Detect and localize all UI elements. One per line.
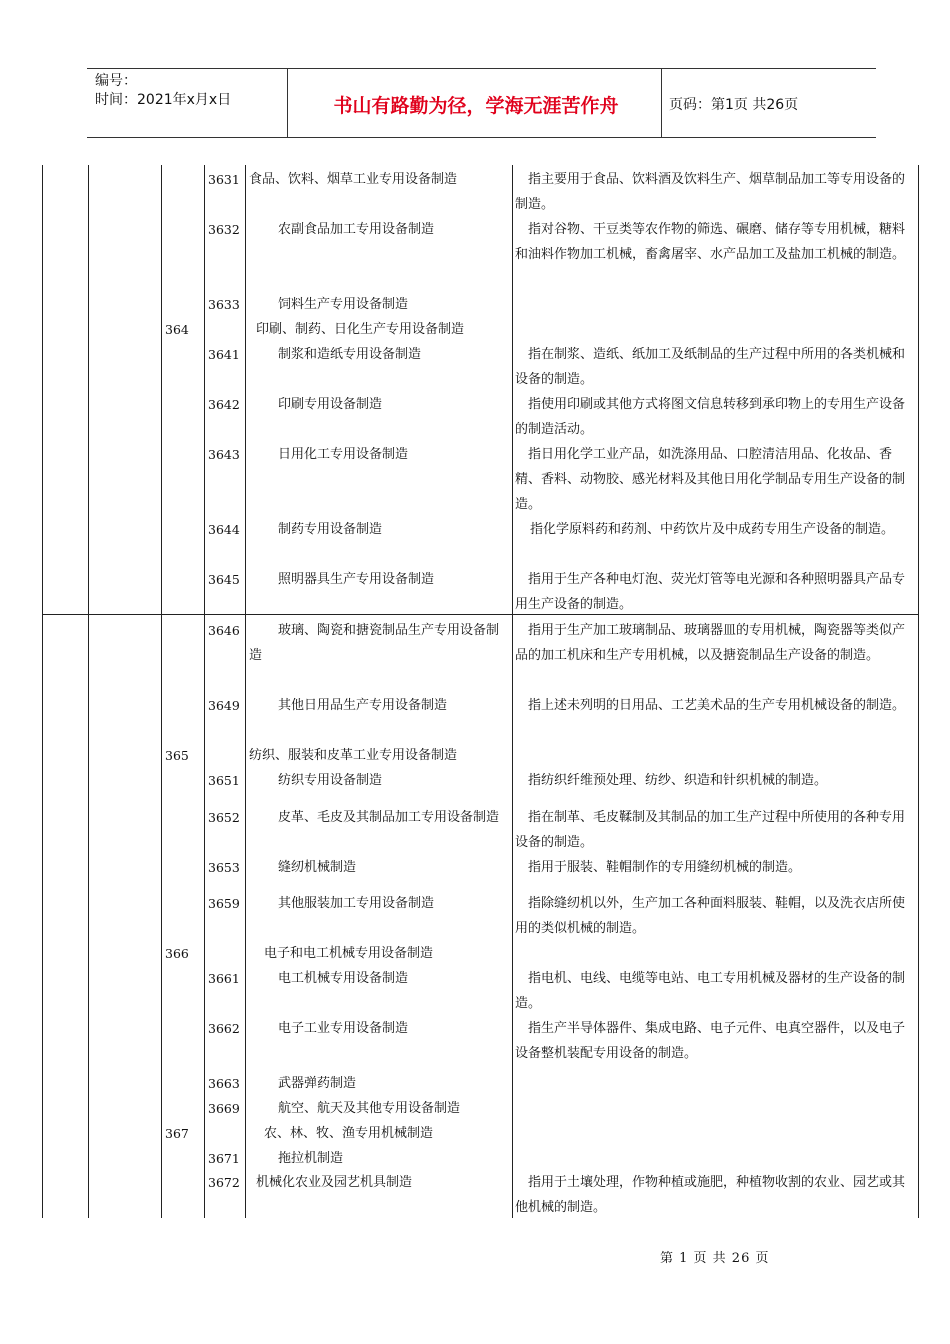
group-name: 纺织、服装和皮革工业专用设备制造 (249, 748, 458, 763)
row-code: 3632 (208, 222, 240, 237)
row-desc: 指用于土壤处理，作物种植或施肥，种植物收割的农业、园艺或其他机械的制造。 (515, 1175, 906, 1215)
row-name: 缝纫机械制造 (278, 860, 357, 875)
row-code: 3646 (208, 623, 240, 638)
row-name: 玻璃、陶瓷和搪瓷制品生产专用设备制造 (249, 623, 500, 663)
row-code: 3641 (208, 347, 240, 362)
row-code: 3645 (208, 572, 240, 587)
group-code: 364 (165, 322, 189, 337)
motto: 书山有路勤为径，学海无涯苦作舟 (333, 95, 619, 117)
grid-line (245, 165, 246, 1218)
header-meta (95, 72, 231, 110)
row-code: 3661 (208, 971, 240, 986)
row-name: 电子工业专用设备制造 (278, 1021, 409, 1036)
page-label: 页码：第1页 共26页 (669, 97, 799, 113)
row-desc: 指用于生产各种电灯泡、荧光灯管等电光源和各种照明器具产品专用生产设备的制造。 (515, 572, 906, 612)
group-code: 365 (165, 748, 189, 763)
row-name: 日用化工专用设备制造 (278, 447, 409, 462)
row-desc: 指用于生产加工玻璃制品、玻璃器皿的专用机械，陶瓷器等类似产品的加工机床和生产专用机械，以及搪瓷制品生产设备的制造。 (515, 623, 906, 663)
row-code: 3644 (208, 522, 240, 537)
row-name: 机械化农业及园艺机具制造 (256, 1175, 413, 1190)
row-name: 其他服装加工专用设备制造 (278, 896, 435, 911)
row-name: 饲料生产专用设备制造 (278, 297, 409, 312)
row-name: 照明器具生产专用设备制造 (278, 572, 435, 587)
row-name: 食品、饮料、烟草工业专用设备制造 (249, 172, 458, 187)
row-desc: 指在制革、毛皮鞣制及其制品的加工生产过程中所使用的各种专用设备的制造。 (515, 810, 906, 850)
row-code: 3659 (208, 896, 240, 911)
row-code: 3651 (208, 773, 240, 788)
row-code: 3662 (208, 1021, 240, 1036)
row-code: 3669 (208, 1101, 240, 1116)
time-label: 时间：2021年x月x日 (95, 92, 232, 108)
row-desc: 指使用印刷或其他方式将图文信息转移到承印物上的专用生产设备的制造活动。 (515, 397, 906, 437)
row-code: 3631 (208, 172, 240, 187)
row-name: 航空、航天及其他专用设备制造 (278, 1101, 461, 1116)
row-code: 3671 (208, 1151, 240, 1166)
row-desc: 指日用化学工业产品，如洗涤用品、口腔清洁用品、化妆品、香精、香料、动物胶、感光材料及其他日用化学制品专用生产设备的制造。 (515, 447, 906, 512)
row-desc: 指纺织纤维预处理、纺纱、织造和针织机械的制造。 (528, 773, 828, 788)
header-divider (661, 69, 662, 137)
row-desc: 指生产半导体器件、集成电路、电子元件、电真空器件，以及电子设备整机装配专用设备的制造。 (515, 1021, 906, 1061)
row-name: 皮革、毛皮及其制品加工专用设备制造 (278, 810, 500, 825)
row-code: 3663 (208, 1076, 240, 1091)
row-name: 制浆和造纸专用设备制造 (278, 347, 422, 362)
row-name: 其他日用品生产专用设备制造 (278, 698, 448, 713)
row-desc: 指电机、电线、电缆等电站、电工专用机械及器材的生产设备的制造。 (515, 971, 906, 1011)
page-header (87, 68, 876, 138)
row-code: 3643 (208, 447, 240, 462)
grid-line (42, 165, 43, 1218)
grid-line (512, 165, 513, 1218)
row-name: 武器弹药制造 (278, 1076, 357, 1091)
row-desc: 指用于服装、鞋帽制作的专用缝纫机械的制造。 (528, 860, 802, 875)
row-code: 3633 (208, 297, 240, 312)
page-footer: 第 1 页 共 26 页 (660, 1251, 770, 1266)
row-name: 纺织专用设备制造 (278, 773, 383, 788)
group-code: 367 (165, 1126, 189, 1141)
row-desc: 指化学原料药和药剂、中药饮片及中成药专用生产设备的制造。 (530, 522, 895, 537)
row-desc: 指主要用于食品、饮料酒及饮料生产、烟草制品加工等专用设备的制造。 (515, 172, 906, 212)
header-divider (287, 69, 288, 137)
row-desc: 指对谷物、干豆类等农作物的筛选、碾磨、储存等专用机械，糖料和油料作物加工机械，畜禽屠宰、水产品加工及盐加工机械的制造。 (515, 222, 906, 262)
grid-line (204, 165, 205, 1218)
number-label: 编号： (95, 73, 137, 89)
grid-line (161, 165, 162, 1218)
row-name: 制药专用设备制造 (278, 522, 383, 537)
row-code: 3653 (208, 860, 240, 875)
row-code: 3672 (208, 1175, 240, 1190)
row-desc: 指上述未列明的日用品、工艺美术品的生产专用机械设备的制造。 (528, 698, 906, 713)
row-desc: 指除缝纫机以外，生产加工各种面料服装、鞋帽，以及洗衣店所使用的类似机械的制造。 (515, 896, 906, 936)
group-code: 366 (165, 946, 189, 961)
row-code: 3652 (208, 810, 240, 825)
group-name: 电子和电工机械专用设备制造 (264, 946, 434, 961)
row-name: 电工机械专用设备制造 (278, 971, 409, 986)
row-name: 拖拉机制造 (278, 1151, 344, 1166)
grid-line (918, 165, 919, 1218)
group-name: 农、林、牧、渔专用机械制造 (264, 1126, 434, 1141)
grid-line (88, 165, 89, 1218)
row-desc: 指在制浆、造纸、纸加工及纸制品的生产过程中所用的各类机械和设备的制造。 (515, 347, 906, 387)
group-name: 印刷、制药、日化生产专用设备制造 (256, 322, 465, 337)
row-code: 3642 (208, 397, 240, 412)
row-name: 印刷专用设备制造 (278, 397, 383, 412)
row-name: 农副食品加工专用设备制造 (278, 222, 435, 237)
row-code: 3649 (208, 698, 240, 713)
